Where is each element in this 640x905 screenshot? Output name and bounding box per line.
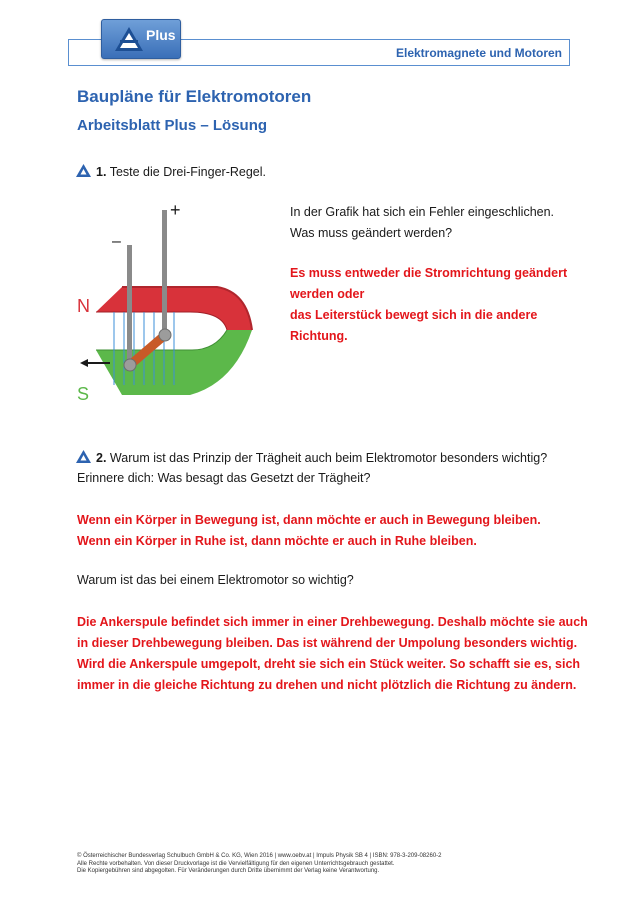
question-line: In der Grafik hat sich ein Fehler eingeschlichen. bbox=[290, 205, 555, 219]
answer-line: in dieser Drehbewegung bleiben. Das ist während der Umpolung besonders wichtig. bbox=[77, 636, 578, 650]
footer-line: © Österreichischer Bundesverlag Schulbuch GmbH & Co. KG, Wien 2016 | www.oebv.at | Impuls Physik SB 4 | ISBN: 978-3-209-08260-2 bbox=[77, 853, 442, 859]
task-1-question bbox=[290, 202, 554, 244]
task-2-answer-1 bbox=[77, 510, 541, 552]
task-1-number: 1. bbox=[96, 165, 107, 179]
task-2-text-2: Erinnere dich: Was besagt das Gesetzt der Trägheit? bbox=[77, 471, 371, 485]
motor-figure bbox=[72, 200, 272, 420]
task-1-answer bbox=[290, 263, 567, 347]
answer-line: Richtung. bbox=[290, 329, 348, 343]
answer-line: werden oder bbox=[290, 287, 365, 301]
logo-text: Plus bbox=[146, 27, 176, 43]
task-2 bbox=[76, 450, 547, 465]
answer-line: Es muss entweder die Stromrichtung geändert bbox=[290, 266, 568, 280]
triangle-logo-icon bbox=[114, 26, 144, 52]
label-plus: + bbox=[170, 200, 181, 220]
answer-line: immer in die gleiche Richtung zu drehen und nicht plötzlich die Richtung zu ändern. bbox=[77, 678, 577, 692]
triangle-task-icon bbox=[76, 164, 91, 177]
footer-line: Die Kopiergebühren sind abgegolten. Für Veränderungen durch Dritte übernimmt der Verlag keine Verantwortung. bbox=[77, 868, 380, 874]
answer-line: Wenn ein Körper in Ruhe ist, dann möchte er auch in Ruhe bleiben. bbox=[77, 534, 477, 548]
label-north: N bbox=[77, 296, 90, 316]
footer-line: Alle Rechte vorbehalten. Von dieser Druckvorlage ist die Vervielfältigung für den eigenen Unterrichtsgebrauch gestattet. bbox=[77, 860, 395, 867]
task-1 bbox=[76, 164, 266, 179]
question-line: Was muss geändert werden? bbox=[290, 226, 453, 240]
answer-line: Die Ankerspule befindet sich immer in einer Drehbewegung. Deshalb möchte sie auch bbox=[77, 615, 588, 629]
task-2-text: Warum ist das Prinzip der Trägheit auch beim Elektromotor besonders wichtig? bbox=[109, 451, 548, 465]
answer-line: das Leiterstück bewegt sich in die andere bbox=[290, 308, 538, 322]
magnet-conductor-illustration bbox=[72, 200, 272, 415]
answer-line: Wird die Ankerspule umgepolt, dreht sie sich ein Stück weiter. So schafft sie es, sich bbox=[77, 657, 581, 671]
task-2-number: 2. bbox=[96, 451, 107, 465]
page-subtitle: Arbeitsblatt Plus – Lösung bbox=[77, 117, 268, 134]
label-south: S bbox=[77, 384, 90, 404]
task-1-text: Teste die Drei-Finger-Regel. bbox=[109, 165, 266, 179]
header-title: Elektromagnete und Motoren bbox=[395, 46, 562, 60]
label-minus: – bbox=[112, 233, 121, 250]
triangle-task-icon bbox=[76, 450, 91, 463]
task-2-answer-2 bbox=[77, 612, 588, 696]
plus-logo bbox=[101, 19, 181, 59]
page-title: Baupläne für Elektromotoren bbox=[77, 87, 312, 106]
footer bbox=[77, 853, 442, 876]
task-2-question-2: Warum ist das bei einem Elektromotor so wichtig? bbox=[77, 573, 354, 587]
answer-line: Wenn ein Körper in Bewegung ist, dann möchte er auch in Bewegung bleiben. bbox=[77, 513, 541, 527]
